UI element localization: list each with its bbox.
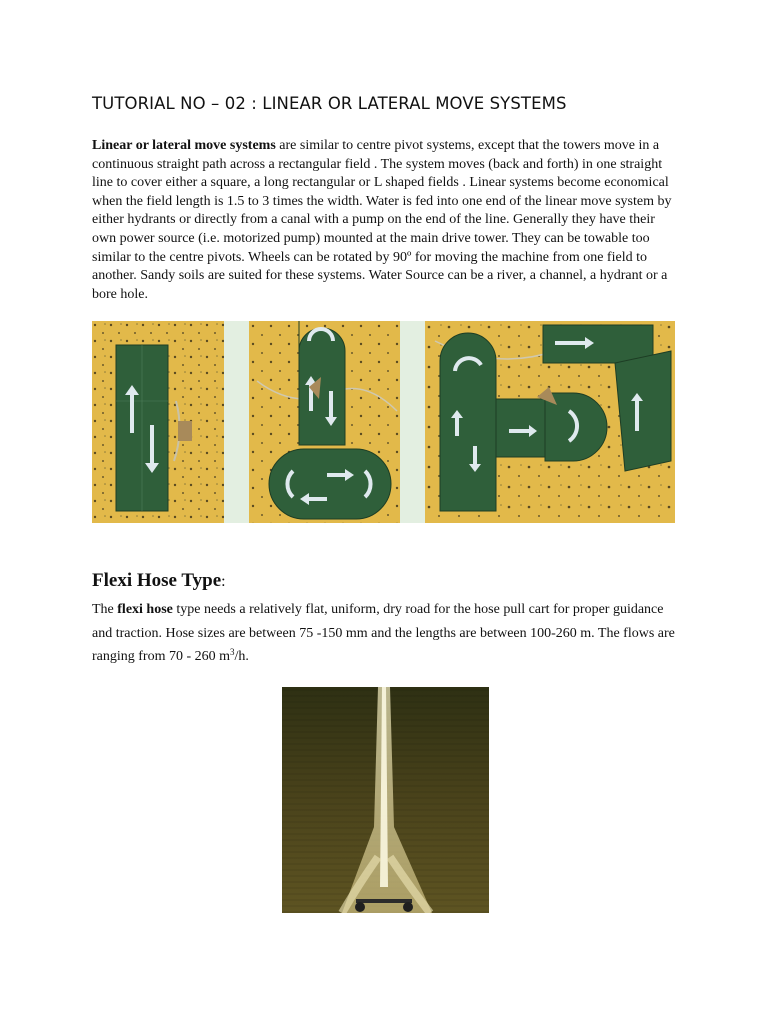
irrigation-spray-photo bbox=[282, 687, 489, 913]
intro-text: are similar to centre pivot systems, except that the towers move in a continuous straight path across a rectangular field . The system moves (back and forth) in one straight line to cover either a square, a long rectangular or L shaped fields . Linear systems become economical when the field length is 1.5 to 3 times the width. Water is fed into one end of the linear move system by either hydrants or directly from a canal with a pump on the end of the line. Generally they have their own power source (i.e. motorized pump) mounted at the main drive tower. They can be towable too similar to the centre pivots. Wheels can be rotated by 90º for moving the machine from one field to another. Sandy soils are suited for these systems. Water Source can be a river, a channel, a hydrant or a bore hole. bbox=[92, 138, 672, 302]
figure-gap bbox=[400, 321, 425, 523]
flexi-hose-paragraph: The flexi hose type needs a relatively flat, uniform, dry road for the hose pull cart for proper guidance and traction. Hose sizes are between 75 -150 mm and the lengths are between 100-260 m. The flows are ranging from 70 - 260 $m^3/h$. bbox=[92, 602, 675, 665]
aerial-combined-fields-image bbox=[249, 321, 400, 523]
figure-gap bbox=[224, 321, 249, 523]
intro-paragraph bbox=[92, 137, 682, 304]
page-title: TUTORIAL NO – 02 : LINEAR OR LATERAL MOVE SYSTEMS bbox=[92, 94, 567, 113]
aerial-rectangular-field-image bbox=[92, 321, 224, 523]
intro-bold-lead: Linear or lateral move systems bbox=[92, 138, 276, 153]
section-heading-flexi-hose: Flexi Hose Type: bbox=[92, 570, 226, 591]
flexi-hose-bold: flexi hose bbox=[117, 602, 173, 617]
aerial-l-shaped-fields-image bbox=[425, 321, 675, 523]
